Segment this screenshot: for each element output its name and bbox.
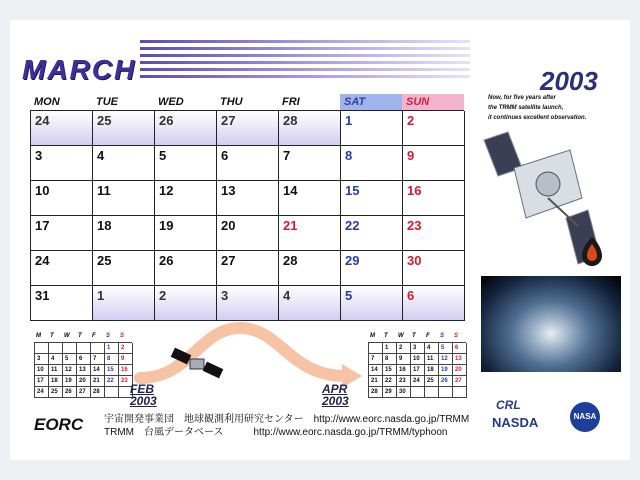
mini-day-cell: 15: [105, 365, 119, 376]
mini-day-cell: [105, 387, 119, 398]
mini-weekday: F: [92, 333, 96, 339]
day-cell: 5: [341, 286, 403, 321]
header-stripes: [140, 40, 470, 84]
day-cell: 28: [279, 111, 341, 146]
mini-day-cell: [49, 343, 63, 354]
day-cell: 2: [403, 111, 465, 146]
day-cell: 3: [217, 286, 279, 321]
day-cell: 7: [279, 146, 341, 181]
mini-weekday: T: [50, 333, 54, 339]
mini-day-cell: 23: [119, 376, 133, 387]
mini-day-cell: 11: [49, 365, 63, 376]
mission-patch-icon: [580, 236, 604, 266]
mini-day-cell: 19: [63, 376, 77, 387]
mini-day-cell: 22: [105, 376, 119, 387]
day-cell: 13: [217, 181, 279, 216]
mini-day-cell: 25: [49, 387, 63, 398]
mini-day-cell: 10: [411, 354, 425, 365]
satellite-note: [488, 93, 628, 123]
mini-day-cell: 7: [369, 354, 383, 365]
agency-logos: [490, 398, 620, 438]
day-cell: 27: [217, 111, 279, 146]
day-cell: 5: [155, 146, 217, 181]
day-cell: 6: [217, 146, 279, 181]
mini-weekday: T: [384, 333, 388, 339]
mini-day-cell: 14: [369, 365, 383, 376]
mini-day-cell: 17: [35, 376, 49, 387]
apr-label: APR 2003: [322, 382, 349, 408]
mini-header: [368, 333, 466, 342]
day-cell: 19: [155, 216, 217, 251]
day-cell: 1: [93, 286, 155, 321]
mini-day-cell: [411, 387, 425, 398]
day-cell: 22: [341, 216, 403, 251]
mini-day-cell: 29: [383, 387, 397, 398]
month-title: MARCH: [22, 54, 137, 85]
mini-day-cell: 1: [383, 343, 397, 354]
mini-day-cell: 16: [397, 365, 411, 376]
mini-day-cell: 6: [453, 343, 467, 354]
day-cell: 10: [31, 181, 93, 216]
day-cell: 9: [403, 146, 465, 181]
weekday-tue: TUE: [96, 96, 118, 108]
day-cell: 26: [155, 251, 217, 286]
mini-weekday: S: [440, 333, 445, 339]
day-cell: 11: [93, 181, 155, 216]
arrow-graphic: [130, 320, 370, 390]
day-cell: 21: [279, 216, 341, 251]
mini-grid: [34, 342, 132, 398]
mini-day-cell: 18: [49, 376, 63, 387]
mini-day-cell: 24: [35, 387, 49, 398]
mini-day-cell: 2: [397, 343, 411, 354]
footer-line-1: 宇宙開発事業団 地球観測利用研究センター http://www.eorc.nasda.go.jp/TRMM: [104, 414, 470, 425]
mini-weekday: W: [64, 333, 70, 339]
mini-day-cell: 4: [49, 354, 63, 365]
mini-day-cell: [35, 343, 49, 354]
day-cell: 23: [403, 216, 465, 251]
eorc-logo: EORC: [34, 415, 84, 434]
weekday-sat: SAT: [340, 94, 402, 110]
day-cell: 25: [93, 111, 155, 146]
mini-day-cell: 10: [35, 365, 49, 376]
day-cell: 29: [341, 251, 403, 286]
mini-weekday: F: [426, 333, 430, 339]
day-cell: 17: [31, 216, 93, 251]
mini-day-cell: 9: [397, 354, 411, 365]
mini-day-cell: [369, 343, 383, 354]
mini-weekday: S: [106, 333, 111, 339]
mini-day-cell: 11: [425, 354, 439, 365]
mini-day-cell: 18: [425, 365, 439, 376]
feb-label: FEB 2003: [130, 382, 157, 408]
note-line: the TRMM satellite launch,: [488, 105, 564, 111]
mini-day-cell: 25: [425, 376, 439, 387]
mini-day-cell: 4: [425, 343, 439, 354]
mini-day-cell: 23: [397, 376, 411, 387]
day-cell: 12: [155, 181, 217, 216]
day-cell: 6: [403, 286, 465, 321]
mini-day-cell: 16: [119, 365, 133, 376]
mini-calendar-feb: [34, 333, 132, 398]
mini-day-cell: 19: [439, 365, 453, 376]
day-cell: 28: [279, 251, 341, 286]
mini-weekday: M: [370, 333, 375, 339]
mini-day-cell: 14: [91, 365, 105, 376]
note-line: it continues excellent observation.: [488, 115, 587, 121]
nasda-logo: NASDA: [492, 415, 539, 430]
weekday-sun: SUN: [402, 94, 464, 110]
mini-weekday: S: [120, 333, 125, 339]
nasa-logo-text: NASA: [573, 412, 597, 421]
typhoon-satellite-image: [481, 276, 621, 372]
weekday-fri: FRI: [282, 96, 300, 108]
weekday-mon: MON: [34, 96, 60, 108]
mini-day-cell: 9: [119, 354, 133, 365]
crl-logo: CRL: [496, 398, 521, 412]
mini-day-cell: 7: [91, 354, 105, 365]
footer-text: [104, 413, 469, 439]
day-cell: 1: [341, 111, 403, 146]
year-title: 2003: [540, 66, 598, 96]
mini-header: [34, 333, 132, 342]
day-cell: 24: [31, 111, 93, 146]
mini-grid: [368, 342, 466, 398]
mini-day-cell: 5: [439, 343, 453, 354]
mini-day-cell: [425, 387, 439, 398]
weekday-header: [30, 94, 464, 110]
mini-day-cell: [439, 387, 453, 398]
mini-day-cell: 17: [411, 365, 425, 376]
mini-day-cell: 21: [91, 376, 105, 387]
weekday-wed: WED: [158, 96, 184, 108]
satellite-icon: [170, 345, 225, 383]
mini-day-cell: 13: [77, 365, 91, 376]
mini-day-cell: 12: [439, 354, 453, 365]
day-cell: 3: [31, 146, 93, 181]
mini-day-cell: 26: [63, 387, 77, 398]
day-cell: 24: [31, 251, 93, 286]
mini-day-cell: 27: [453, 376, 467, 387]
day-cell: 14: [279, 181, 341, 216]
mini-day-cell: 20: [77, 376, 91, 387]
mini-day-cell: 13: [453, 354, 467, 365]
mini-day-cell: 2: [119, 343, 133, 354]
day-cell: 30: [403, 251, 465, 286]
mini-day-cell: 27: [77, 387, 91, 398]
mini-day-cell: 6: [77, 354, 91, 365]
month-calendar: [30, 94, 464, 321]
mini-day-cell: 12: [63, 365, 77, 376]
day-cell: 31: [31, 286, 93, 321]
mini-day-cell: 8: [383, 354, 397, 365]
day-cell: 4: [279, 286, 341, 321]
mini-weekday: S: [454, 333, 459, 339]
day-grid: [30, 110, 464, 321]
mini-day-cell: 28: [369, 387, 383, 398]
mini-day-cell: [77, 343, 91, 354]
mini-day-cell: 30: [397, 387, 411, 398]
mini-day-cell: 5: [63, 354, 77, 365]
mini-day-cell: 8: [105, 354, 119, 365]
mini-day-cell: 3: [411, 343, 425, 354]
day-cell: 15: [341, 181, 403, 216]
day-cell: 16: [403, 181, 465, 216]
day-cell: 20: [217, 216, 279, 251]
footer-line-2: TRMM 台風データベース http://www.eorc.nasda.go.jp/TRMM/typhoon: [104, 427, 448, 438]
mini-weekday: T: [412, 333, 416, 339]
mini-day-cell: 22: [383, 376, 397, 387]
mini-day-cell: 3: [35, 354, 49, 365]
mini-weekday: M: [36, 333, 41, 339]
mini-day-cell: 28: [91, 387, 105, 398]
mini-day-cell: [91, 343, 105, 354]
mini-day-cell: 1: [105, 343, 119, 354]
mini-day-cell: 21: [369, 376, 383, 387]
day-cell: 4: [93, 146, 155, 181]
mini-day-cell: 15: [383, 365, 397, 376]
day-cell: 25: [93, 251, 155, 286]
mini-day-cell: [63, 343, 77, 354]
day-cell: 2: [155, 286, 217, 321]
mini-weekday: T: [78, 333, 82, 339]
day-cell: 26: [155, 111, 217, 146]
nasa-logo: [570, 402, 600, 432]
mini-day-cell: 20: [453, 365, 467, 376]
mini-day-cell: [453, 387, 467, 398]
note-line: Now, for five years after: [488, 95, 556, 101]
day-cell: 8: [341, 146, 403, 181]
mini-day-cell: 24: [411, 376, 425, 387]
mini-weekday: W: [398, 333, 404, 339]
day-cell: 18: [93, 216, 155, 251]
weekday-thu: THU: [220, 96, 243, 108]
mini-day-cell: 26: [439, 376, 453, 387]
mini-calendar-apr: [368, 333, 466, 398]
day-cell: 27: [217, 251, 279, 286]
